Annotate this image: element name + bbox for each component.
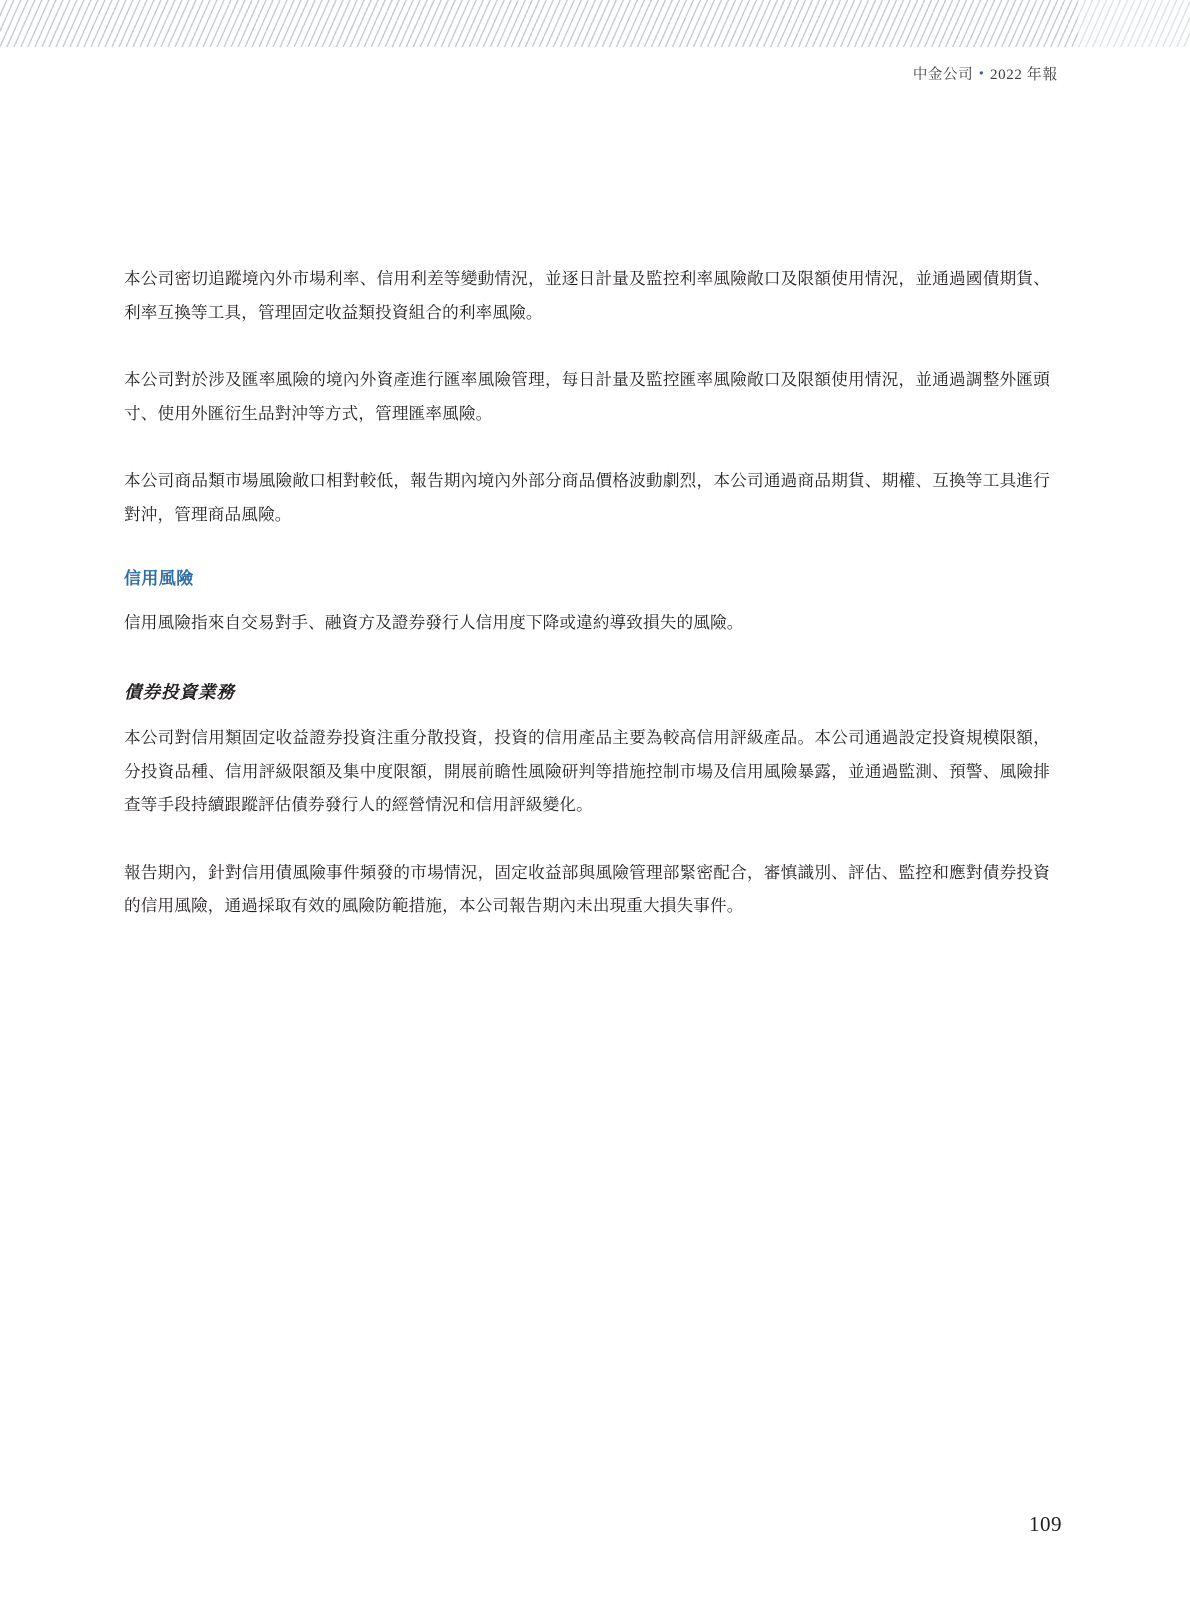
heading-credit-risk: 信用風險 <box>124 569 194 589</box>
paragraph-interest-rate-risk: 本公司密切追蹤境內外市場利率、信用利差等變動情況，並逐日計量及監控利率風險敞口及限額使用情況，並通過國債期貨、利率互換等工具，管理固定收益類投資組合的利率風險。 <box>124 269 1050 322</box>
hatch-pattern-right <box>1078 0 1190 47</box>
header-year-label: 2022 年報 <box>990 67 1058 83</box>
paragraph-credit-risk-definition: 信用風險指來自交易對手、融資方及證券發行人信用度下降或違約導致損失的風險。 <box>124 612 744 632</box>
paragraph-reporting-period-credit-events: 報告期內，針對信用債風險事件頻發的市場情況，固定收益部與風險管理部緊密配合，審慎識別、評估、監控和應對債券投資的信用風險，通過採取有效的風險防範措施，本公司報告期內未出現重大損失事件。 <box>124 862 1050 916</box>
document-body <box>124 262 1050 957</box>
paragraph-bond-investment-diversification: 本公司對信用類固定收益證券投資注重分散投資，投資的信用產品主要為較高信用評級產品。本公司通過設定投資規模限額，分投資品種、信用評級限額及集中度限額，開展前瞻性風險研判等措施控制市場及信用風險暴露，並通過監測、預警、風險排查等手段持續跟蹤評估債券發行人的經營情況和信用評級變化。 <box>124 728 1050 815</box>
running-header <box>913 63 1058 84</box>
paragraph-exchange-rate-risk: 本公司對於涉及匯率風險的境內外資產進行匯率風險管理，每日計量及監控匯率風險敞口及限額使用情況，並通過調整外匯頭寸、使用外匯衍生品對沖等方式，管理匯率風險。 <box>124 370 1050 423</box>
subheading-bond-investment-business: 債券投資業務 <box>124 681 235 702</box>
page-top-decoration <box>0 0 1190 47</box>
header-separator-dot: • <box>979 66 985 80</box>
page-number: 109 <box>1029 1512 1062 1536</box>
hatch-pattern-left <box>0 0 1078 47</box>
paragraph-commodity-risk: 本公司商品類市場風險敞口相對較低，報告期內境內外部分商品價格波動劇烈，本公司通過商品期貨、期權、互換等工具進行對沖，管理商品風險。 <box>124 471 1050 524</box>
header-company-name: 中金公司 <box>912 67 974 83</box>
